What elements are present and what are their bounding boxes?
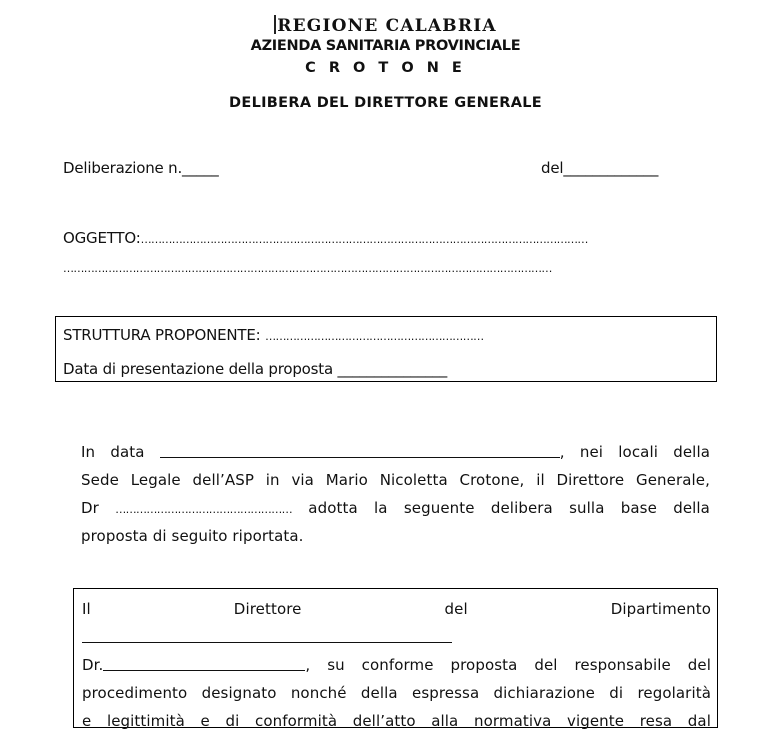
deliberation-date-label: del [541,159,564,177]
director-box-text [82,595,711,735]
deliberation-number-label: Deliberazione n. [63,159,183,177]
subject-line-1 [63,229,683,247]
city-title: C R O T O N E [305,60,466,76]
proposing-structure-label: STRUTTURA PROPONENTE: [63,326,261,344]
subject-field-line-2[interactable]: …………………………………………………………………………………………………………………………… [63,262,552,275]
director-word-2: Direttore [233,600,302,618]
director-row-3-end: , su conforme proposta del responsabile del [305,656,711,674]
intro-date-field[interactable] [160,443,560,458]
intro-date-label: In data [81,443,145,461]
intro-paragraph [81,438,710,550]
text-cursor [274,15,276,34]
region-title-text: REGIONE CALABRIA [277,16,497,36]
subject-line-2 [63,258,699,276]
director-word-3: del [444,600,468,618]
deliberation-number-field[interactable]: _____ [182,159,219,177]
director-row-1 [82,595,711,623]
intro-row-1 [81,438,710,466]
deliberation-date [541,159,658,177]
document-type-title: DELIBERA DEL DIRETTORE GENERALE [229,95,542,111]
department-director-box [73,588,718,728]
intro-row-3-end: adotta la seguente delibera sulla base della [308,499,710,517]
agency-title: AZIENDA SANITARIA PROVINCIALE [250,38,521,54]
subject-label: OGGETTO: [63,229,141,247]
department-name-field[interactable] [82,628,452,643]
presentation-date-row [63,360,447,378]
intro-row-3 [81,494,710,522]
director-row-4: procedimento designato nonché della espressa dichiarazione di regolarità [82,684,711,702]
intro-row-1-end: , nei locali della [559,443,711,461]
presentation-date-field[interactable]: _______________ [337,360,448,378]
region-title [0,15,771,36]
director-dr-label: Dr. [82,656,104,674]
director-general-name-field[interactable]: …………………………………………… [115,503,293,516]
proposing-structure-row [63,326,484,344]
intro-row-4: proposta di seguito riportata. [81,527,304,545]
director-word-1: Il [82,600,91,618]
director-row-2 [82,623,711,651]
deliberation-date-field[interactable]: _____________ [563,159,659,177]
director-word-4: Dipartimento [610,600,711,618]
proposing-structure-box [55,316,717,382]
proposing-structure-field[interactable]: ……………………………………………………… [265,330,484,343]
presentation-date-label: Data di presentazione della proposta [63,360,333,378]
department-director-name-field[interactable] [103,656,305,671]
director-row-3 [82,651,711,679]
intro-row-2: Sede Legale dell’ASP in via Mario Nicoletta Crotone, il Direttore Generale, [81,471,710,489]
intro-dr-label: Dr [81,499,99,517]
subject-field-line-1[interactable]: ………………………………………………………………………………………………………………… [140,233,588,246]
director-row-5: e legittimità e di conformità dell’atto alla normativa vigente resa dal [82,712,711,730]
deliberation-number [63,159,219,177]
